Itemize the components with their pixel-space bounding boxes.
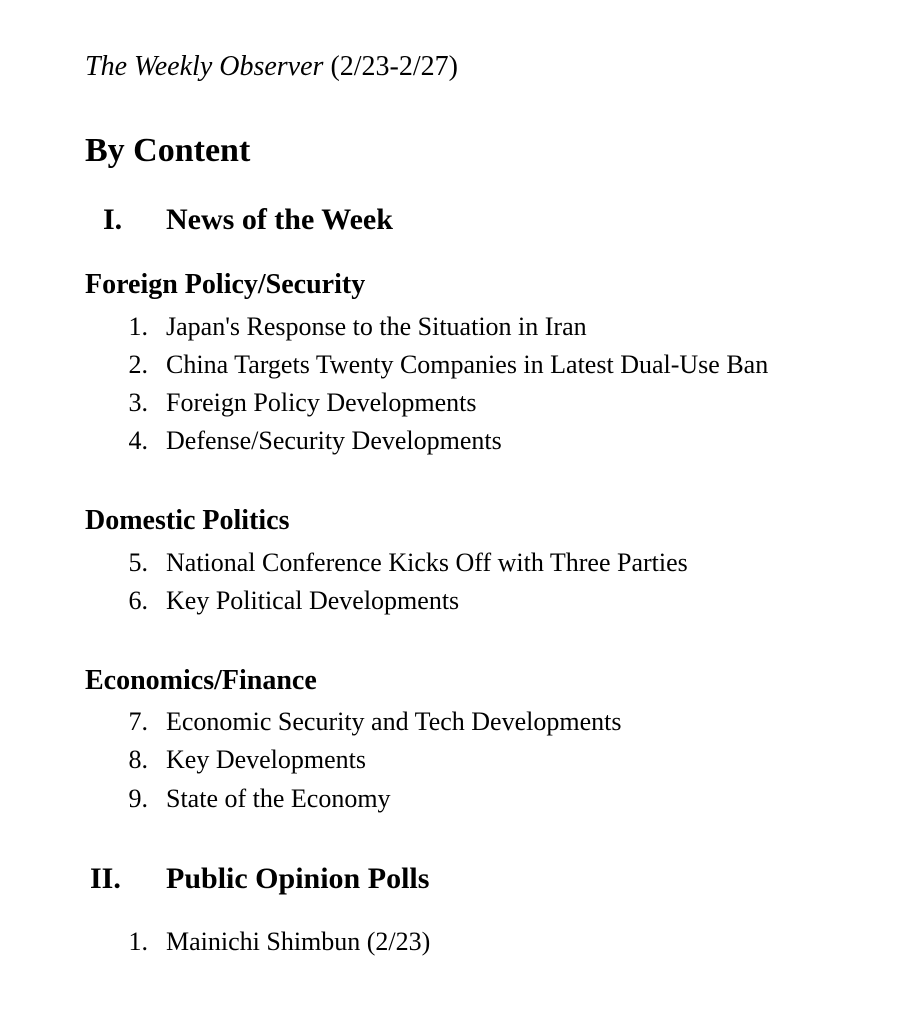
list-item: Defense/Security Developments [166, 426, 502, 455]
category-heading: Economics/Finance [85, 665, 317, 696]
list-item-number: 6. [128, 586, 148, 615]
list-item: Mainichi Shimbun (2/23) [166, 927, 431, 956]
list-item: Key Political Developments [166, 586, 460, 615]
list-item: Key Developments [166, 745, 367, 774]
date-range: (2/23-2/27) [330, 51, 458, 82]
list-item-number: 5. [128, 548, 148, 577]
list-item: Japan's Response to the Situation in Iran [166, 312, 587, 341]
list-item-number: 3. [128, 388, 148, 417]
list-item: National Conference Kicks Off with Three Parties [166, 548, 688, 577]
section-numeral: II. [90, 862, 121, 895]
list-item-number: 2. [128, 350, 148, 379]
list-item-number: 4. [128, 426, 148, 455]
page-heading: By Content [85, 132, 251, 169]
section-title: Public Opinion Polls [166, 862, 430, 895]
list-item: Foreign Policy Developments [166, 388, 477, 417]
list-item-number: 1. [128, 312, 148, 341]
section-title: News of the Week [166, 203, 393, 236]
publication-line [85, 53, 458, 81]
section-numeral: I. [103, 203, 123, 236]
category-heading: Domestic Politics [85, 505, 290, 536]
list-item-number: 9. [128, 784, 148, 813]
list-item: China Targets Twenty Companies in Latest Dual-Use Ban [166, 350, 769, 379]
list-item-number: 1. [128, 927, 148, 956]
category-heading: Foreign Policy/Security [85, 269, 366, 300]
list-item-number: 8. [128, 745, 148, 774]
list-item-number: 7. [128, 707, 148, 736]
list-item: Economic Security and Tech Developments [166, 707, 622, 736]
publication-title: The Weekly Observer [85, 51, 324, 82]
list-item: State of the Economy [166, 784, 391, 813]
